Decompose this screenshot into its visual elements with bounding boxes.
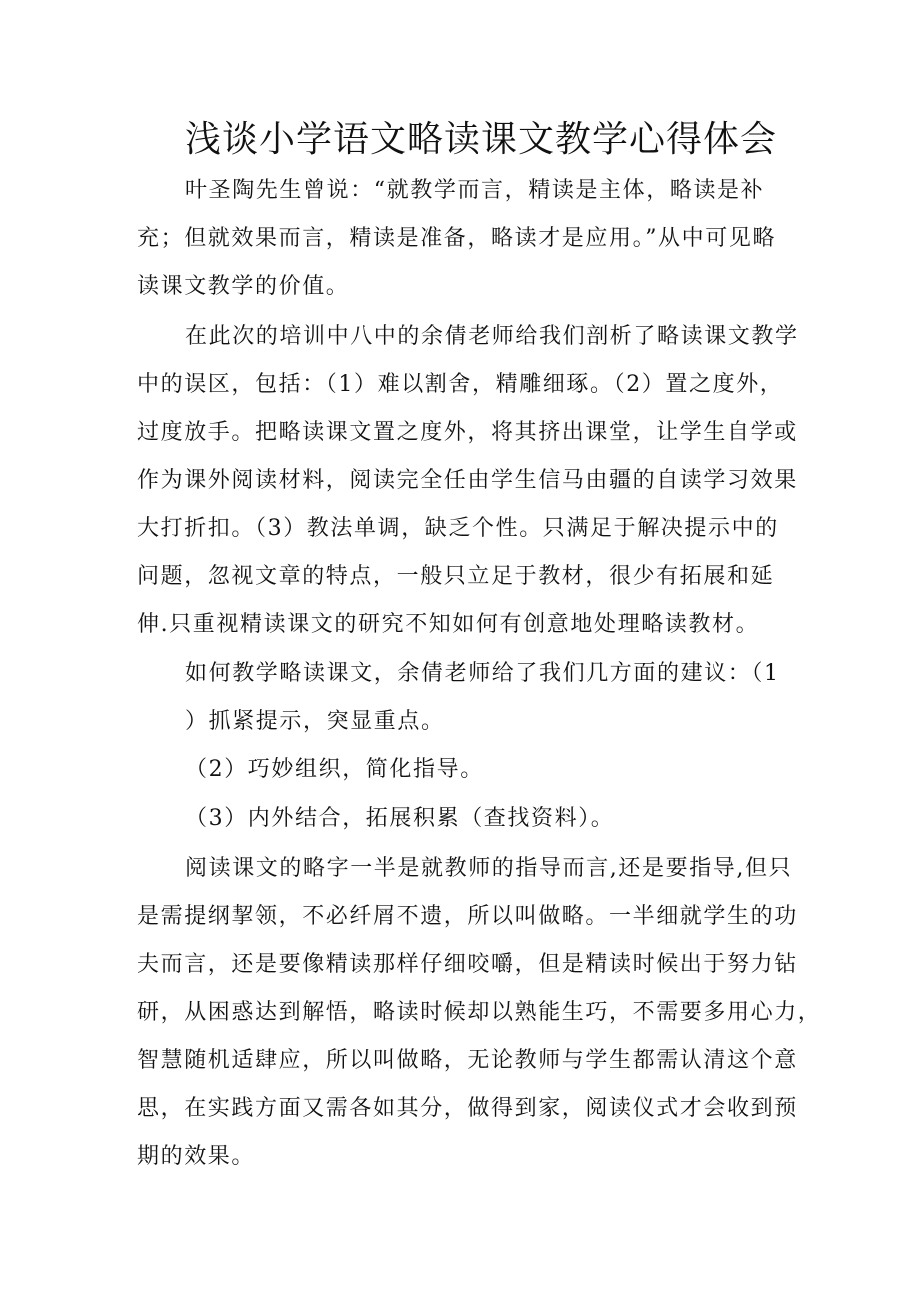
text-line: 过度放手。把略读课文置之度外，将其挤出课堂，让学生自学或 <box>137 420 798 445</box>
text-line: 研，从困惑达到解悟，略读时候却以熟能生巧，不需要多用心力， <box>137 1000 822 1025</box>
text-line: 在此次的培训中八中的余倩老师给我们剖析了略读课文教学 <box>185 324 799 349</box>
text-line: （2）巧妙组织，简化指导。 <box>185 757 484 782</box>
text-line: （3）内外结合，拓展积累（查找资料）。 <box>185 806 615 831</box>
text-line: 中的误区，包括：（1）难以割舍，精雕细琢。（2）置之度外， <box>137 372 784 397</box>
text-line: 夫而言，还是要像精读那样仔细咬嚼，但是精读时候出于努力钻 <box>137 952 798 977</box>
text-line: 阅读课文的略字一半是就教师的指导而言,还是要指导,但只 <box>185 856 793 881</box>
text-line: 期的效果。 <box>137 1144 256 1169</box>
text-line: 大打折扣。（3）教法单调，缺乏个性。只满足于解决提示中的 <box>137 516 779 541</box>
text-line: 伸.只重视精读课文的研究不知如何有创意地处理略读教材。 <box>137 612 760 637</box>
text-line: 充；但就效果而言，精读是准备，略读才是应用。”从中可见略 <box>137 226 777 251</box>
text-line: 是需提纲挈领，不必纤屑不遗，所以叫做略。一半细就学生的功 <box>137 904 798 929</box>
text-line: 作为课外阅读材料，阅读完全任由学生信马由疆的自读学习效果 <box>137 468 798 493</box>
text-line: 如何教学略读课文，余倩老师给了我们几方面的建议：（1 <box>185 661 780 686</box>
text-line: ）抓紧提示，突显重点。 <box>185 709 445 734</box>
text-line: 思，在实践方面又需各如其分，做得到家，阅读仪式才会收到预 <box>137 1096 798 1121</box>
document-title: 浅谈小学语文略读课文教学心得体会 <box>185 119 778 160</box>
text-line: 读课文教学的价值。 <box>137 274 350 299</box>
text-line: 叶圣陶先生曾说：“就教学而言，精读是主体，略读是补 <box>185 178 765 203</box>
text-line: 问题，忽视文章的特点，一般只立足于教材，很少有拓展和延 <box>137 564 775 589</box>
text-line: 智慧随机适肆应，所以叫做略，无论教师与学生都需认清这个意 <box>137 1048 798 1073</box>
